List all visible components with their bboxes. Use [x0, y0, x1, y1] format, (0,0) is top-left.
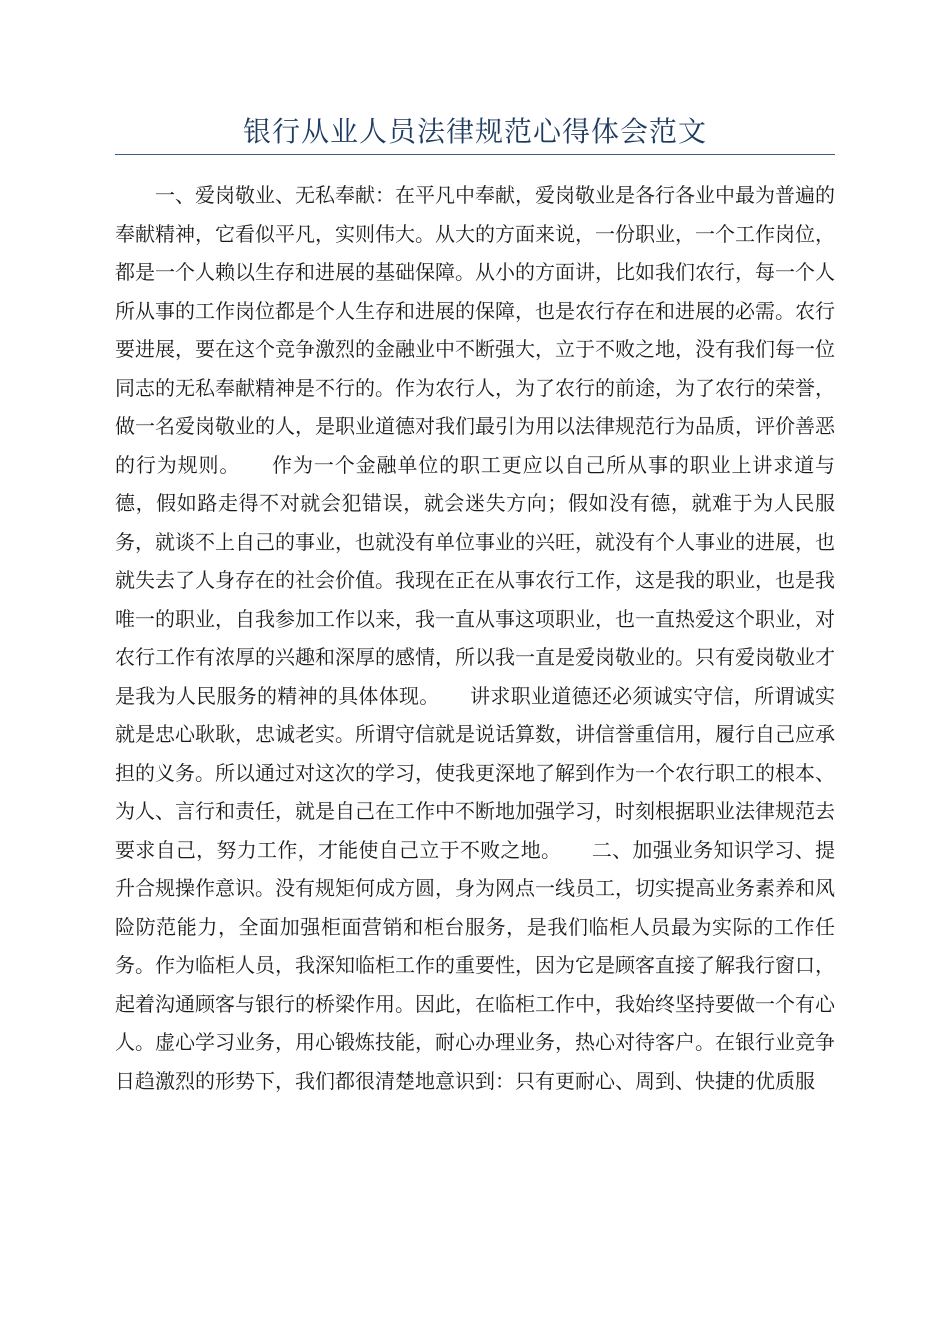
document-body: 一、爱岗敬业、无私奉献：在平凡中奉献，爱岗敬业是各行各业中最为普遍的奉献精神，它看似平凡，实则伟大。从大的方面来说，一份职业，一个工作岗位，都是一个人赖以生存和进展的基础保障。从小的方面讲，比如我们农行，每一个人所从事的工作岗位都是个人生存和进展的保障，也是农行存在和进展的必需。农行要进展，要在这个竞争激烈的金融业中不断强大，立于不败之地，没有我们每一位同志的无私奉献精神是不行的。作为农行人，为了农行的前途，为了农行的荣誉，做一名爱岗敬业的人，是职业道德对我们最引为用以法律规范行为品质，评价善恶的行为规则。 作为一个金融单位的职工更应以自己所从事的职业上讲求道与德，假如路走得不对就会犯错误，就会迷失方向；假如没有德，就难于为人民服务，就谈不上自己的事业，也就没有单位事业的兴旺，就没有个人事业的进展，也就失去了人身存在的社会价值。我现在正在从事农行工作，这是我的职业，也是我唯一的职业，自我参加工作以来，我一直从事这项职业，也一直热爱这个职业，对农行工作有浓厚的兴趣和深厚的感情，所以我一直是爱岗敬业的。只有爱岗敬业才是我为人民服务的精神的具体体现。 讲求职业道德还必须诚实守信，所谓诚实就是忠心耿耿，忠诚老实。所谓守信就是说话算数，讲信誉重信用，履行自己应承担的义务。所以通过对这次的学习，使我更深地了解到作为一个农行职工的根本、为人、言行和责任，就是自己在工作中不断地加强学习，时刻根据职业法律规范去要求自己，努力工作，才能使自己立于不败之地。 二、加强业务知识学习、提升合规操作意识。没有规矩何成方圆，身为网点一线员工，切实提高业务素养和风险防范能力，全面加强柜面营销和柜台服务，是我们临柜人员最为实际的工作任务。作为临柜人员，我深知临柜工作的重要性，因为它是顾客直接了解我行窗口，起着沟通顾客与银行的桥梁作用。因此，在临柜工作中，我始终坚持要做一个有心人。虚心学习业务，用心锻炼技能，耐心办理业务，热心对待客户。在银行业竞争日趋激烈的形势下，我们都很清楚地意识到：只有更耐心、周到、快捷的优质服 [115, 183, 835, 1093]
document-title: 银行从业人员法律规范心得体会范文 [242, 115, 707, 148]
title-underline [115, 154, 835, 155]
